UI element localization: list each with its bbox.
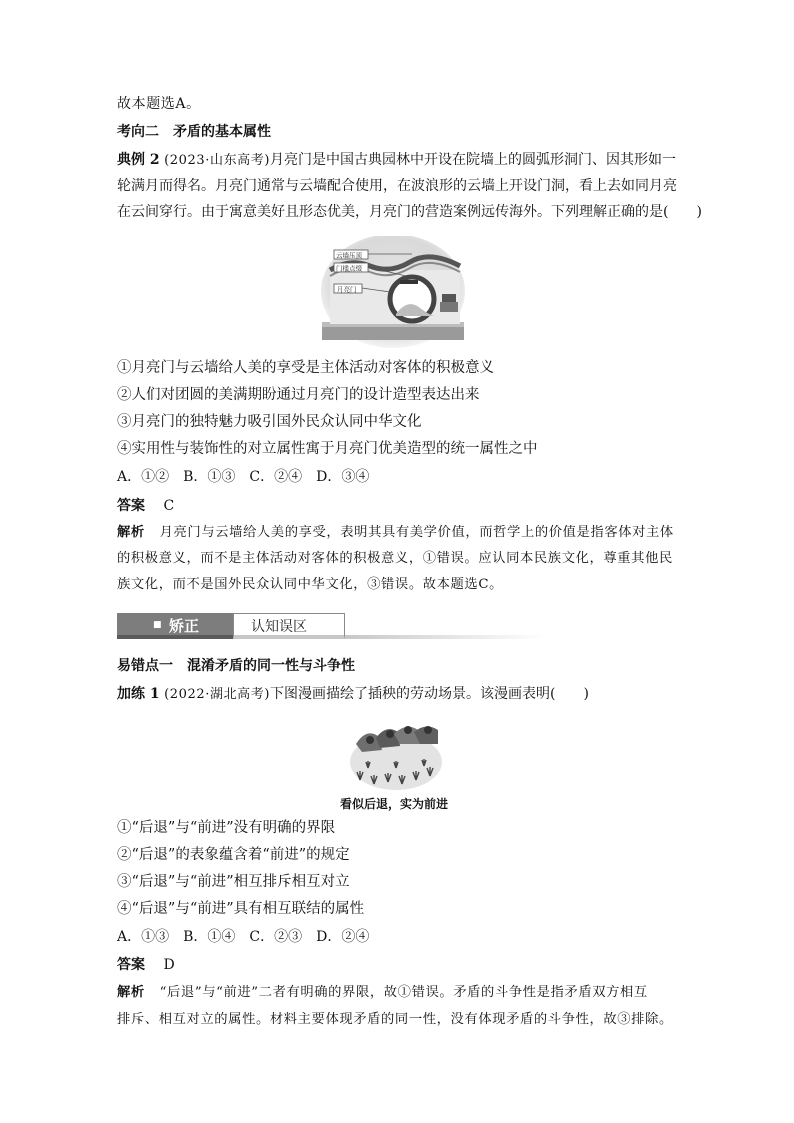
rice-planting-cartoon (348, 716, 444, 792)
drill-analysis-text1: “后退”与“前进”二者有明确的界限，故①错误。矛盾的斗争性是指矛盾双方相互 (159, 985, 648, 1000)
drill-analysis-label: 解析 (117, 985, 145, 1000)
drill-source: (2022·湖北高考) (164, 687, 271, 702)
drill-statement-1: ①“后退”与“前进”没有明确的界限 (117, 820, 336, 836)
cartoon-caption: 看似后退，实为前进 (340, 797, 449, 811)
moon-gate-figure (320, 236, 466, 354)
example-stem-text: 月亮门是中国古典园林中开设在院墙上的圆弧形洞门、因其形如一 (270, 152, 677, 168)
drill-stem-text: 下图漫画描绘了插秧的劳动场景。该漫画表明( ) (270, 686, 589, 702)
section-banner (117, 613, 430, 639)
mistake-heading: 易错点一 混淆矛盾的同一性与斗争性 (117, 658, 355, 674)
statement-1: ①月亮门与云墙给人美的享受是主体活动对客体的积极意义 (117, 360, 494, 376)
drill-analysis-line2: 排斥、相互对立的属性。材料主要体现矛盾的同一性，没有体现矛盾的斗争性，故③排除。 (117, 1012, 673, 1027)
banner-title: 矫正 (169, 617, 200, 635)
drill-statement-4: ④“后退”与“前进”具有相互联结的属性 (117, 901, 365, 917)
statement-2: ②人们对团圆的美满期盼通过月亮门的设计造型表达出来 (117, 387, 480, 403)
example-source: (2023·山东高考) (164, 153, 271, 168)
example-label: 典例 2 (117, 152, 160, 168)
banner-subtitle: 认知误区 (251, 619, 307, 635)
analysis-label: 解析 (117, 525, 145, 540)
answer-value: C (163, 498, 175, 514)
example-stem-line1 (117, 150, 676, 171)
answer-line (117, 496, 174, 516)
example-stem-line2: 轮满月而得名。月亮门通常与云墙配合使用，在波浪形的云墙上开设门洞，看上去如同月亮 (117, 178, 677, 194)
statement-4: ④实用性与装饰性的对立属性寓于月亮门优美造型的统一属性之中 (117, 441, 538, 457)
analysis-line2: 的积极意义，而不是主体活动对客体的积极意义，①错误。应认同本民族文化，尊重其他民 (117, 551, 673, 566)
drill-answer-label: 答案 (117, 957, 145, 973)
drill-answer-value: D (163, 957, 175, 973)
drill-answer-line (117, 955, 175, 975)
drill-analysis-line1 (117, 983, 648, 1003)
analysis-line3: 族文化，而不是国外民众认同中华文化，③错误。故本题选C。 (117, 577, 503, 592)
statement-3: ③月亮门的独特魅力吸引国外民众认同中华文化 (117, 414, 422, 430)
example-stem-line3: 在云间穿行。由于寓意美好且形态优美，月亮门的营造案例远传海外。下列理解正确的是( ) (117, 204, 702, 220)
analysis-text1: 月亮门与云墙给人美的享受，表明其具有美学价值，而哲学上的价值是指客体对主体 (159, 525, 674, 540)
analysis-line1 (117, 523, 674, 543)
drill-statement-3: ③“后退”与“前进”相互排斥相互对立 (117, 874, 350, 890)
drill-label: 加练 1 (117, 686, 160, 702)
figure-label-moon-gate: 月亮门 (337, 285, 357, 294)
drill-stem (117, 684, 589, 705)
choices: A．①② B．①③ C．②④ D．③④ (117, 469, 370, 485)
figure-label-threshold: 门槛点缀 (336, 264, 362, 273)
drill-statement-2: ②“后退”的表象蕴含着“前进”的规定 (117, 847, 350, 863)
figure-label-cloud-wall: 云墙压顶 (336, 251, 362, 260)
banner-square-icon: ■ (153, 620, 162, 630)
answer-label: 答案 (117, 498, 145, 514)
conclusion-text: 故本题选A。 (117, 96, 201, 112)
drill-choices: A．①③ B．①④ C．②③ D．②④ (117, 929, 370, 945)
section-heading: 考向二 矛盾的基本属性 (117, 124, 271, 140)
